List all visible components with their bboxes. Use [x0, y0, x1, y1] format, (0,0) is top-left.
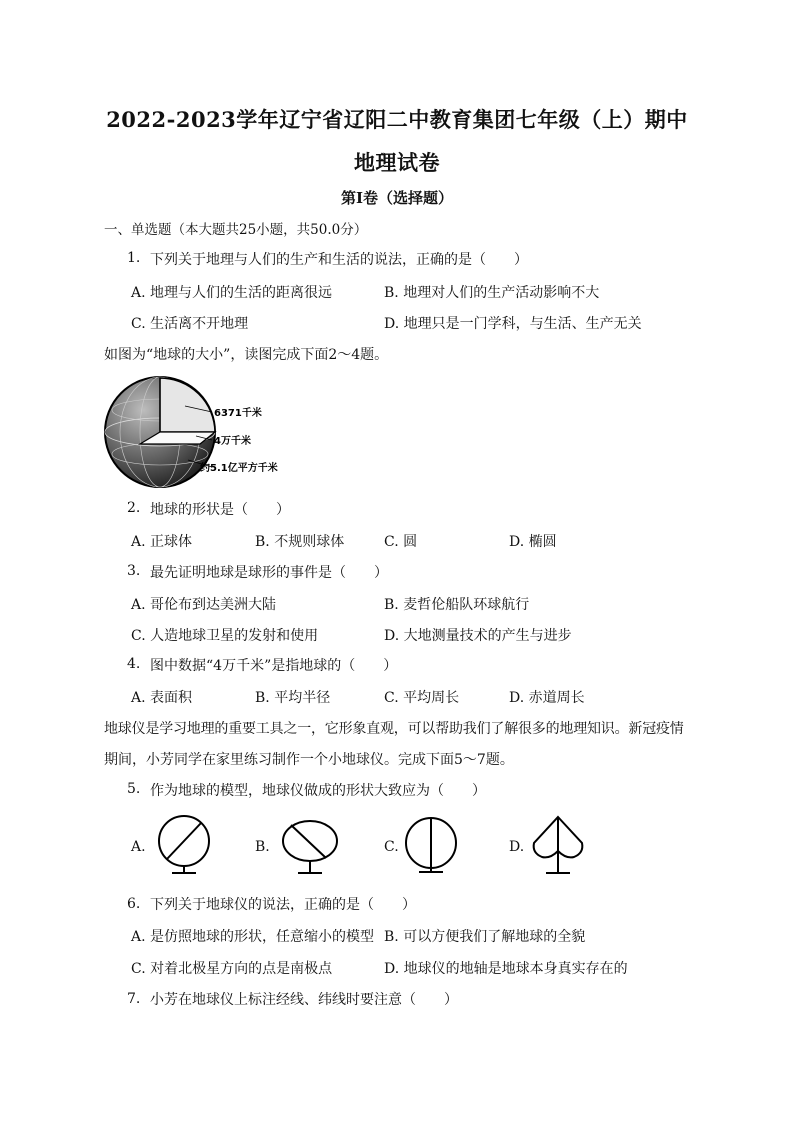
option-b[interactable]: B. 可以方便我们了解地球的全貌: [384, 929, 586, 945]
label-circumference: 4万千米: [214, 436, 251, 447]
question-number: 2.: [127, 500, 141, 516]
option-d[interactable]: D. 赤道周长: [509, 690, 585, 706]
option-a[interactable]: A. 是仿照地球的形状，任意缩小的模型: [131, 929, 375, 945]
option-b[interactable]: B. 地理对人们的生产活动影响不大: [384, 285, 600, 301]
question-number: 1.: [127, 250, 141, 266]
question-number: 7.: [127, 991, 141, 1007]
question-number: 3.: [127, 563, 141, 579]
question-text: 下列关于地球仪的说法，正确的是（ ）: [150, 897, 416, 913]
option-b[interactable]: B. 平均半径: [255, 690, 331, 706]
option-a[interactable]: A. 地理与人们的生活的距离很远: [131, 285, 333, 301]
label-radius: 6371千米: [214, 408, 262, 419]
question-number: 4.: [127, 656, 141, 672]
option-c[interactable]: C. 圆: [384, 534, 418, 550]
option-a[interactable]: A. 哥伦布到达美洲大陆: [131, 597, 277, 613]
earth-globe-image: [100, 370, 290, 490]
option-a[interactable]: A.: [131, 839, 146, 855]
title-line-2: 地理试卷: [354, 150, 440, 175]
globe-shape-d-icon[interactable]: [528, 813, 588, 875]
option-d[interactable]: D. 地球仪的地轴是地球本身真实存在的: [384, 961, 628, 977]
option-c[interactable]: C. 生活离不开地理: [131, 316, 249, 332]
question-text: 下列关于地理与人们的生产和生活的说法，正确的是（ ）: [150, 252, 528, 268]
question-number: 5.: [127, 781, 141, 797]
option-a[interactable]: A. 表面积: [131, 690, 193, 706]
option-b[interactable]: B.: [255, 839, 270, 855]
question-text: 最先证明地球是球形的事件是（ ）: [150, 565, 388, 581]
option-d[interactable]: D.: [509, 839, 525, 855]
option-c[interactable]: C.: [384, 839, 399, 855]
question-text: 地球的形状是（ ）: [150, 502, 290, 518]
question-text: 小芳在地球仪上标注经线、纬线时要注意（ ）: [150, 992, 458, 1008]
intro-5-7-line-1: 地球仪是学习地理的重要工具之一，它形象直观，可以帮助我们了解很多的地理知识。新冠疫情: [104, 721, 684, 737]
part-title: 第I卷（选择题）: [340, 189, 454, 207]
globe-shape-a-icon[interactable]: [150, 813, 220, 875]
globe-shape-c-icon[interactable]: [403, 813, 463, 875]
option-c[interactable]: C. 平均周长: [384, 690, 460, 706]
intro-2-4: 如图为“地球的大小”，读图完成下面2～4题。: [104, 347, 389, 363]
label-surface-area: 约5.1亿平方千米: [200, 463, 278, 474]
option-d[interactable]: D. 大地测量技术的产生与进步: [384, 628, 572, 644]
earth-size-figure: [100, 370, 290, 490]
option-d[interactable]: D. 地理只是一门学科，与生活、生产无关: [384, 316, 642, 332]
option-c[interactable]: C. 对着北极星方向的点是南极点: [131, 961, 333, 977]
title-line-1: 2022-2023学年辽宁省辽阳二中教育集团七年级（上）期中: [106, 107, 688, 132]
option-b[interactable]: B. 不规则球体: [255, 534, 345, 550]
option-d[interactable]: D. 椭圆: [509, 534, 557, 550]
question-number: 6.: [127, 896, 141, 912]
question-text: 作为地球的模型，地球仪做成的形状大致应为（ ）: [150, 783, 486, 799]
section-heading: 一、单选题（本大题共25小题，共50.0分）: [104, 222, 368, 238]
option-b[interactable]: B. 麦哲伦船队环球航行: [384, 597, 530, 613]
globe-shape-b-icon[interactable]: [276, 813, 346, 875]
question-text: 图中数据“4万千米”是指地球的（ ）: [150, 658, 398, 674]
option-c[interactable]: C. 人造地球卫星的发射和使用: [131, 628, 319, 644]
intro-5-7-line-2: 期间，小芳同学在家里练习制作一个小地球仪。完成下面5～7题。: [104, 752, 514, 768]
option-a[interactable]: A. 正球体: [131, 534, 193, 550]
